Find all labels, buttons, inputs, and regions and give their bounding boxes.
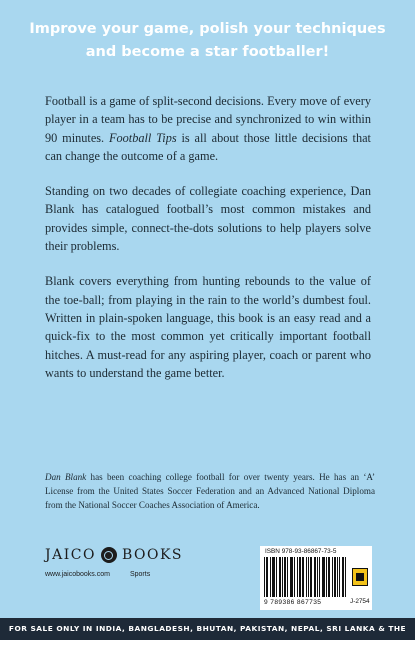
isbn-label: ISBN 978-93-86867-73-5 <box>265 548 337 555</box>
publisher-seal-icon <box>352 568 368 586</box>
publisher-block <box>45 547 205 578</box>
barcode <box>264 557 348 599</box>
sale-territory-notice: FOR SALE ONLY IN INDIA, BANGLADESH, BHUTAN, PAKISTAN, NEPAL, SRI LANKA & THE MALDIVES <box>0 618 415 640</box>
book-code: J-2754 <box>350 598 370 605</box>
logo-word-right: BOOKS <box>121 547 184 563</box>
blurb-p1-text-end: is all about those little decisions that can change the outcome of a game. <box>45 130 371 163</box>
blurb-paragraph-3: Blank covers everything from hunting rebounds to the value of the toe-ball; from playing in the rain to the world’s dumbest foul. Written in plain-spoken language, this book is an easy read and a quick-fix to the most common yet critically important football hitches. A must-read for any aspiring player, coach or parent who wants to understand the game better. <box>45 274 371 380</box>
publisher-website: www.jaicobooks.com <box>45 571 110 578</box>
headline-line-1: Improve your game, polish your techniques <box>29 21 386 37</box>
book-title: Football Tips <box>108 130 177 145</box>
author-name: Dan Blank <box>45 472 87 482</box>
headline <box>0 18 415 64</box>
blurb <box>45 92 371 399</box>
logo-word-left: JAICO <box>45 547 96 563</box>
blurb-paragraph-1 <box>45 92 371 165</box>
publisher-meta <box>45 571 205 578</box>
publisher-logo <box>45 547 205 563</box>
book-category: Sports <box>129 571 151 578</box>
author-bio-text: has been coaching college football for over twenty years. He has an ‘A’ License from the United States Soccer Federation and an Advanced National Diploma from the National Soccer Coaches Association of America. <box>45 472 375 510</box>
barcode-panel <box>260 546 372 610</box>
blurb-p1-text-start: Football is a game of split-second decisions. Every move of every player in a team has to be precise and synchronized to win within 90 minutes. <box>45 94 371 145</box>
blurb-paragraph-2: Standing on two decades of collegiate coaching experience, Dan Blank has catalogued football’s most common mistakes and provides simple, connect-the-dots solutions to help players solve their problems. <box>45 184 371 254</box>
barcode-digits: 9 789386 867735 <box>264 599 322 606</box>
author-bio <box>45 470 375 512</box>
publisher-emblem-icon <box>101 547 117 563</box>
headline-line-2: and become a star footballer! <box>85 44 330 60</box>
